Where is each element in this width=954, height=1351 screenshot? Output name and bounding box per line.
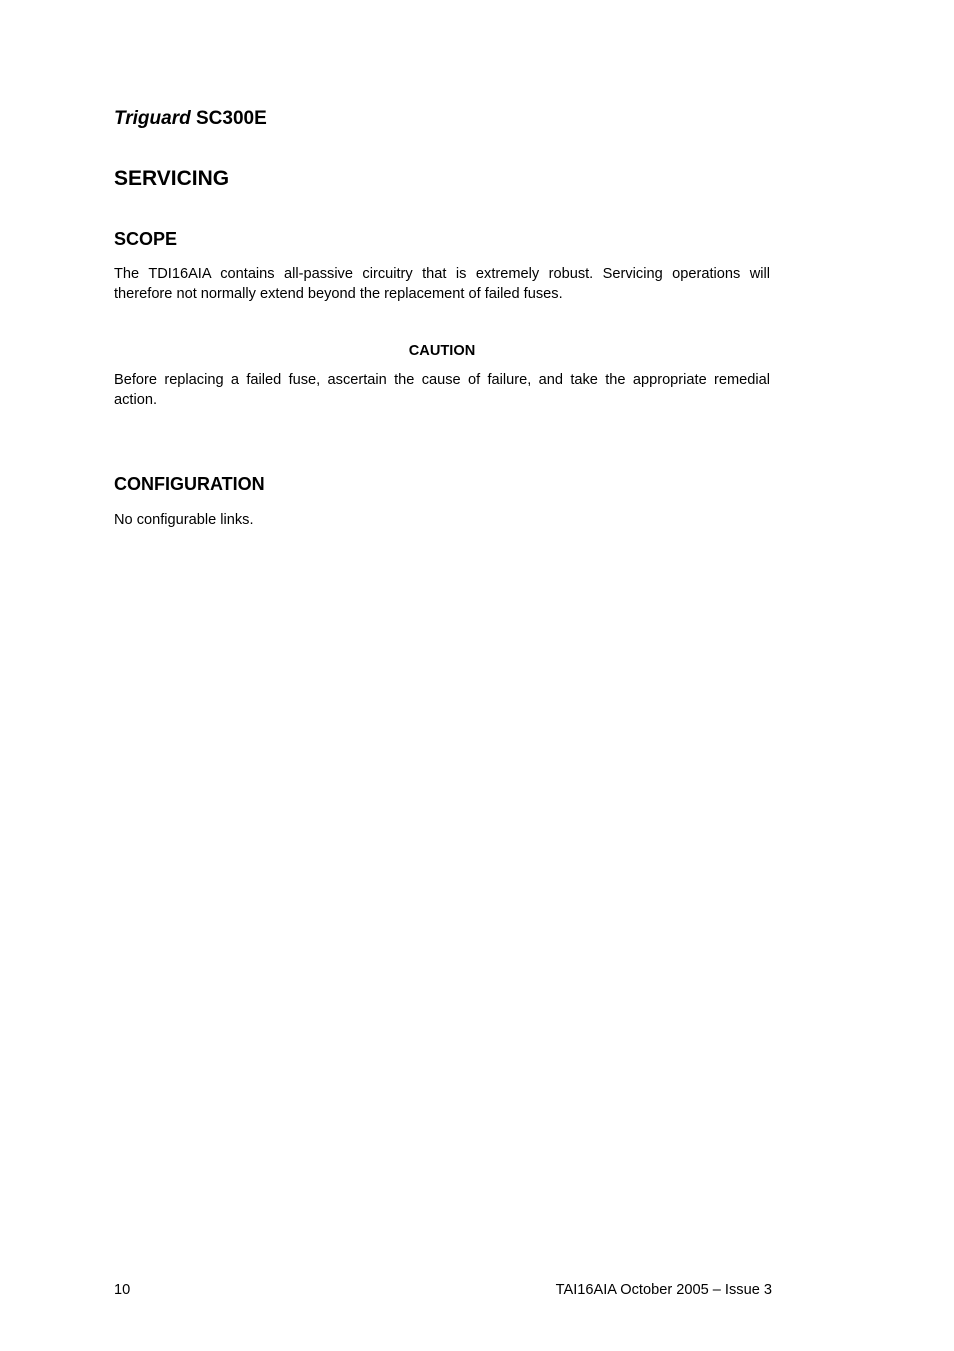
header-brand: Triguard bbox=[114, 108, 191, 129]
configuration-paragraph: No configurable links. bbox=[114, 512, 254, 528]
scope-heading: SCOPE bbox=[114, 229, 178, 249]
document-header bbox=[114, 107, 267, 131]
header-model: SC300E bbox=[196, 108, 267, 129]
caution-paragraph: Before replacing a failed fuse, ascertain the cause of failure, and take the appropriate remedial action. bbox=[114, 372, 770, 408]
document-reference: TAI16AIA October 2005 – Issue 3 bbox=[555, 1282, 772, 1298]
configuration-heading: CONFIGURATION bbox=[114, 474, 265, 494]
scope-paragraph: The TDI16AIA contains all-passive circuitry that is extremely robust. Servicing operations will therefore not normally extend beyond the replacement of failed fuses. bbox=[114, 266, 770, 302]
caution-heading: CAUTION bbox=[408, 343, 476, 359]
page-title: SERVICING bbox=[114, 167, 230, 190]
page-number: 10 bbox=[114, 1282, 131, 1298]
